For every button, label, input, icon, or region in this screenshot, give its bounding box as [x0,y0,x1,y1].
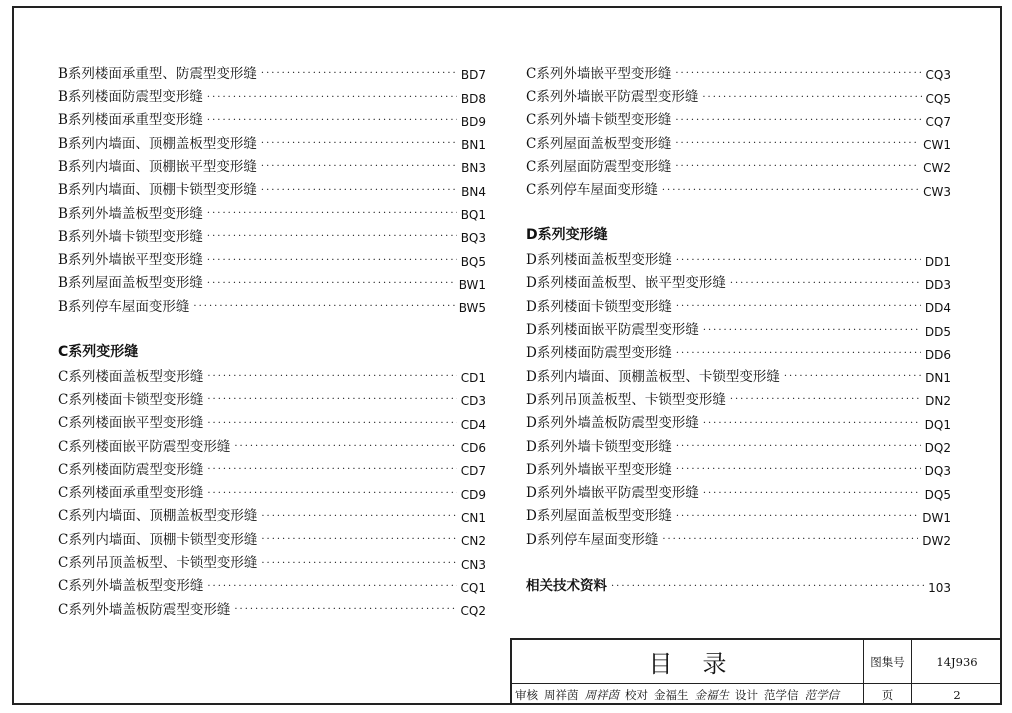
toc-entry-page: CQ7 [925,114,951,129]
atlas-label: 图集号 [864,640,912,684]
toc-entry[interactable] [526,58,951,81]
toc-entry-title: C系列吊顶盖板型、卡锁型变形缝 [58,555,258,572]
toc-entry-page: BD8 [460,91,486,106]
toc-entry-title: B系列内墙面、顶棚卡锁型变形缝 [58,182,257,199]
toc-entry-page: DN1 [925,371,951,386]
toc-entry-page: DQ3 [924,464,951,479]
toc-entry[interactable] [526,571,951,594]
leader-dots [193,302,454,314]
section-gap [526,547,951,570]
reviewer-signature: 周祥茵 [584,687,619,702]
leader-dots [784,372,921,384]
toc-entry[interactable] [58,431,486,454]
toc-entry[interactable] [58,454,486,477]
toc-entry-title: C系列楼面嵌平防震型变形缝 [58,438,231,455]
toc-entry-page: CQ5 [925,91,951,106]
leader-dots [207,582,456,594]
toc-entry[interactable] [58,384,486,407]
designer-signature: 范学信 [804,687,839,702]
toc-entry[interactable] [526,454,951,477]
toc-entry[interactable] [58,244,486,267]
title-block [510,638,1002,705]
check-label: 校对 [625,687,648,702]
leader-dots [676,512,918,524]
toc-entry-page: CD3 [460,394,486,409]
leader-dots [207,116,457,128]
toc-entry[interactable] [58,151,486,174]
toc-entry-page: BQ1 [460,208,486,223]
toc-entry-title: D系列楼面卡锁型变形缝 [526,298,672,315]
toc-entry-title: C系列停车屋面变形缝 [526,182,658,199]
toc-entry-page: CD7 [460,464,486,479]
toc-entry-page: CN1 [461,510,486,525]
toc-entry-title: D系列吊顶盖板型、卡锁型变形缝 [526,391,726,408]
leader-dots [702,93,921,105]
toc-entry-title: D系列屋面盖板型变形缝 [526,508,672,525]
toc-entry[interactable] [58,105,486,128]
toc-entry-page: DW2 [922,534,951,549]
toc-entry[interactable] [526,128,951,151]
toc-right-column [526,58,951,594]
design-label: 设计 [735,687,758,702]
toc-entry[interactable] [526,477,951,500]
toc-entry-title: B系列内墙面、顶棚盖板型变形缝 [58,135,257,152]
toc-entry-page: CD6 [460,441,486,456]
leader-dots [675,162,919,174]
leader-dots [730,395,921,407]
toc-entry-page: DQ5 [924,487,951,502]
toc-entry-page: CQ3 [925,68,951,83]
leader-dots [234,605,456,617]
toc-entry-title: C系列楼面承重型变形缝 [58,485,204,502]
page-number: 2 [953,687,961,702]
toc-entry[interactable] [526,338,951,361]
leader-dots [234,442,456,454]
leader-dots [207,395,456,407]
toc-entry-page: DW1 [922,510,951,525]
toc-entry[interactable] [526,105,951,128]
section-gap [58,314,486,337]
toc-entry-title: D系列楼面嵌平防震型变形缝 [526,322,699,339]
toc-entry[interactable] [58,407,486,430]
leader-dots [207,419,456,431]
leader-dots [611,582,924,594]
leader-dots [730,279,921,291]
toc-entry[interactable] [58,58,486,81]
leader-dots [676,256,921,268]
toc-entry-title: B系列停车屋面变形缝 [58,298,190,315]
leader-dots [261,162,457,174]
toc-entry-page: BD7 [460,68,486,83]
leader-dots [261,512,457,524]
toc-entry[interactable] [526,524,951,547]
toc-entry-title: C系列屋面盖板型变形缝 [526,135,672,152]
leader-dots [261,139,457,151]
leader-dots [207,465,456,477]
toc-entry[interactable] [526,81,951,104]
section-heading: C系列变形缝 [58,343,139,360]
toc-entry-page: BW1 [458,277,486,292]
toc-entry-page: CW2 [923,161,951,176]
toc-entry-title: D系列外墙盖板防震型变形缝 [526,415,699,432]
toc-entry-title: 相关技术资料 [526,578,607,595]
toc-entry-title: B系列屋面盖板型变形缝 [58,275,203,292]
toc-entry-page: BN4 [461,184,486,199]
toc-entry-title: C系列外墙盖板型变形缝 [58,578,204,595]
toc-entry[interactable] [58,81,486,104]
leader-dots [207,256,457,268]
toc-entry[interactable] [526,244,951,267]
toc-entry-title: B系列外墙卡锁型变形缝 [58,228,203,245]
toc-entry-page: CW3 [923,184,951,199]
toc-entry[interactable] [58,291,486,314]
toc-entry-title: D系列楼面防震型变形缝 [526,345,672,362]
leader-dots [207,372,456,384]
toc-entry-page: CD9 [460,487,486,502]
toc-entry[interactable] [58,174,486,197]
toc-entry[interactable] [526,291,951,314]
toc-entry[interactable] [58,128,486,151]
checker-name: 金福生 [654,687,689,702]
toc-entry-title: C系列内墙面、顶棚卡锁型变形缝 [58,531,258,548]
toc-entry-page: BD9 [460,114,486,129]
section-heading: D系列变形缝 [526,227,608,244]
toc-entry[interactable] [526,384,951,407]
toc-entry[interactable] [58,268,486,291]
toc-entry[interactable] [58,547,486,570]
toc-entry-title: B系列外墙嵌平型变形缝 [58,252,203,269]
toc-entry-page: CD4 [460,417,486,432]
toc-entry[interactable] [526,151,951,174]
sheet-title: 目录 [512,640,864,684]
toc-entry-title: D系列外墙嵌平型变形缝 [526,461,672,478]
leader-dots [207,232,457,244]
leader-dots [662,535,918,547]
toc-entry[interactable] [58,477,486,500]
toc-entry-page: BN3 [461,161,486,176]
toc-entry[interactable] [526,268,951,291]
atlas-number: 14J936 [912,640,1002,684]
leader-dots [261,69,457,81]
toc-entry[interactable] [58,198,486,221]
toc-entry-title: C系列内墙面、顶棚盖板型变形缝 [58,508,258,525]
toc-entry-title: C系列外墙嵌平型变形缝 [526,65,672,82]
review-label: 审核 [515,687,538,702]
leader-dots [675,69,921,81]
reviewer-name: 周祥茵 [544,687,579,702]
toc-entry-title: B系列楼面承重型变形缝 [58,112,203,129]
leader-dots [207,489,456,501]
toc-left-column [58,58,486,617]
toc-entry[interactable] [526,361,951,384]
leader-dots [676,465,921,477]
designer-name: 范学信 [764,687,799,702]
toc-entry-title: D系列停车屋面变形缝 [526,531,659,548]
toc-entry-page: DQ1 [924,417,951,432]
section-gap [526,198,951,221]
toc-entry-title: C系列外墙嵌平防震型变形缝 [526,89,699,106]
leader-dots [703,326,921,338]
toc-entry-page: DD5 [924,324,951,339]
leader-dots [261,186,457,198]
toc-entry-page: DD6 [924,347,951,362]
toc-entry-title: B系列楼面防震型变形缝 [58,89,203,106]
toc-entry[interactable] [526,431,951,454]
leader-dots [703,489,921,501]
toc-entry-page: CD1 [460,371,486,386]
toc-entry[interactable] [58,594,486,617]
toc-entry-title: B系列楼面承重型、防震型变形缝 [58,65,257,82]
toc-entry-page: CW1 [923,138,951,153]
toc-entry-title: D系列外墙卡锁型变形缝 [526,438,672,455]
toc-entry[interactable] [58,501,486,524]
leader-dots [662,186,919,198]
toc-entry-page: DD4 [924,301,951,316]
toc-entry-page: DQ2 [924,441,951,456]
toc-entry-page: 103 [928,580,951,595]
page-label: 页 [864,684,912,705]
toc-entry[interactable] [526,174,951,197]
toc-entry-page: CN2 [461,534,486,549]
toc-entry-title: D系列内墙面、顶棚盖板型、卡锁型变形缝 [526,368,780,385]
toc-entry-title: D系列楼面盖板型、嵌平型变形缝 [526,275,726,292]
leader-dots [675,116,921,128]
toc-entry-page: DD1 [924,254,951,269]
leader-dots [207,279,455,291]
leader-dots [261,559,457,571]
leader-dots [207,93,457,105]
toc-entry-title: C系列楼面盖板型变形缝 [58,368,204,385]
leader-dots [261,535,457,547]
toc-entry-title: D系列楼面盖板型变形缝 [526,252,672,269]
checker-signature: 金福生 [694,687,729,702]
toc-entry-title: C系列楼面防震型变形缝 [58,461,204,478]
toc-entry-page: CN3 [461,557,486,572]
toc-entry-title: B系列外墙盖板型变形缝 [58,205,203,222]
toc-entry-page: DN2 [925,394,951,409]
toc-entry-page: BQ3 [460,231,486,246]
leader-dots [703,419,921,431]
toc-entry[interactable] [526,314,951,337]
toc-entry-page: DD3 [924,277,951,292]
toc-entry-title: D系列外墙嵌平防震型变形缝 [526,485,699,502]
toc-entry-page: CQ2 [460,604,486,619]
toc-entry-page: BN1 [461,138,486,153]
toc-entry[interactable] [526,501,951,524]
toc-entry[interactable] [58,221,486,244]
toc-entry[interactable] [58,524,486,547]
toc-entry-title: C系列楼面嵌平型变形缝 [58,415,204,432]
toc-entry[interactable] [58,571,486,594]
toc-entry-title: C系列楼面卡锁型变形缝 [58,391,204,408]
toc-entry-page: BW5 [458,301,486,316]
toc-entry-title: C系列屋面防震型变形缝 [526,158,672,175]
toc-entry-page: CQ1 [460,580,486,595]
toc-entry-page: BQ5 [460,254,486,269]
toc-entry-title: B系列内墙面、顶棚嵌平型变形缝 [58,158,257,175]
leader-dots [676,349,921,361]
toc-entry[interactable] [58,361,486,384]
toc-entry[interactable] [526,407,951,430]
leader-dots [675,139,919,151]
toc-entry-title: C系列外墙盖板防震型变形缝 [58,601,231,618]
signature-row [512,684,864,705]
leader-dots [207,209,457,221]
leader-dots [676,302,921,314]
leader-dots [676,442,921,454]
toc-entry-title: C系列外墙卡锁型变形缝 [526,112,672,129]
